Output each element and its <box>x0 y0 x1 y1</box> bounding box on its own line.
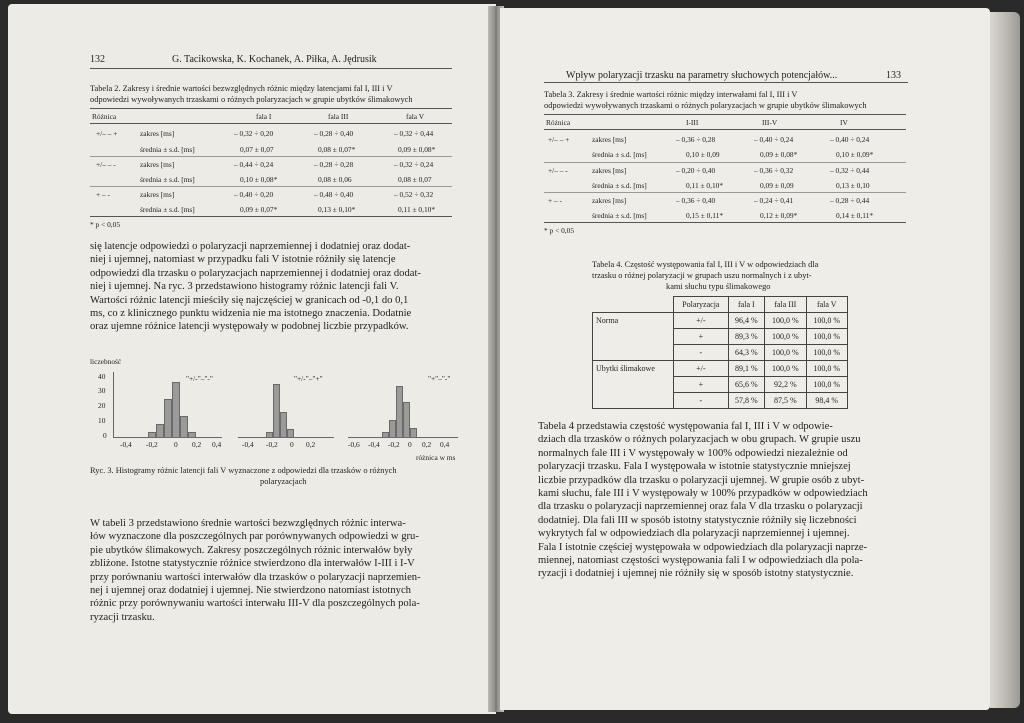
table4-row: - 64,3 % 100,0 % 100,0 % <box>593 345 848 361</box>
panel-label-b: "+/-"–"+" <box>294 374 323 383</box>
hist-bar <box>273 384 280 438</box>
table4-header-row: Polaryzacja fala I fala III fala V <box>593 297 848 313</box>
paragraph-1: się latencje odpowiedzi o polaryzacji naprzemiennej i dodatniej oraz dodat- niej i ujemnej, natomiast w przypadku fali V istotnie różniły się latencje odpowiedzi dla trzasku o polaryzacjach naprzemiennej i dodatniej oraz dodat- niej i ujemnej. Na ryc. 3 przedstawiono histogramy różnic latencji fali V. Wartości różnic latencji mieściły się najczęściej w granicach od -0,1 do 0,1 ms, co z klinicznego punktu widzenia nie ma istotnego znaczenia. Dodatnie oraz ujemne różnice latencji występowały w podobnej liczbie przypadków. <box>90 241 421 333</box>
ytick: 30 <box>98 386 106 395</box>
table4-row: + 65,6 % 92,2 % 100,0 % <box>593 377 848 393</box>
figure-caption-2: polaryzacjach <box>260 477 307 486</box>
page-number-left: 132 <box>90 54 105 65</box>
ytick: 20 <box>98 401 106 410</box>
hist-bar <box>382 432 389 438</box>
header-rule <box>544 82 908 83</box>
hist-bar <box>280 412 287 438</box>
header-rule <box>90 68 452 69</box>
hist-bar <box>287 429 294 438</box>
table2-caption: Tabela 2. Zakresy i średnie wartości bezwzględnych różnic między latencjami fal I, III i V <box>90 84 393 93</box>
panel-label-a: "+/-"–"-" <box>186 374 213 383</box>
running-head-right: Wpływ polaryzacji trzasku na parametry słuchowych potencjałów... <box>566 70 838 81</box>
table4-row: Norma +/- 96,4 % 100,0 % 100,0 % <box>593 313 848 329</box>
panel-label-c: "+"–"-" <box>428 374 451 383</box>
table2-caption-2: odpowiedzi wywoływanych trzaskami o różnych polaryzacjach w grupie ubytków ślimakowych <box>90 95 413 104</box>
table4-caption: Tabela 4. Częstość występowania fal I, III i V w odpowiedziach dla <box>592 260 819 269</box>
paragraph-right: Tabela 4 przedstawia częstość występowania fal I, III i V w odpowie- dziach dla trzasków o różnych polaryzacjach w obu grupach. W grupie uszu normalnych fale III i V występowały w 100% odpowiedzi niezależnie od polaryzacji trzasku. Fala I występowała w istotnie statystycznie mniejszej liczbie przypadków dla trzasku o polaryzacji ujemnej. W grupie osób z ubyt- kami słuchu, fale III i V występowały w 100% przypadków w odpowiedziach dla trzasku o polaryzacji naprzemiennej oraz fala V dla trzasku o polaryzacji dodatniej. Dla fali III w sposób istotny statystycznie różniły się liczebności wykrytych fal w odpowiedziach dla polaryzacji naprzemiennej i ujemnej. Fala I istotnie częściej występowała w odpowiedziach dla polaryzacji naprze- miennej, natomiast częstości występowania fali I w odpowiedziach dla pola- ryzacji i dodatniej i ujemnej nie różniły się w sposób istotny statystycznie. <box>538 421 868 580</box>
left-page: 132 G. Tacikowska, K. Kochanek, A. Piłka, A. Jędrusik Tabela 2. Zakresy i średnie wartości bezwzględnych różnic między latencjami fal I, III i V odpowiedzi wywoływanych trzaskami o różnych polaryzacjach w grupie ubytków ślimakowych Różnica fala I fala III fala V +/– – + zakres [ms] – 0,32 ÷ 0,20 – 0,28 ÷ 0,40 – 0,32 ÷ 0,44 średnia ± s.d. [ms] 0,07 ± 0,07 0,08 ± 0,07* 0,09 ± 0,08* +/– – - zakres [ms] – 0,44 ÷ 0,24 – 0,28 ÷ 0,28 – 0,32 ÷ 0,24 średnia ± s.d. [ms] 0,10 ± 0,08* 0,08 ± 0,06 0,08 ± 0,07 + – - zakres [ms] – 0,40 ÷ 0,20 – 0,48 ÷ 0,40 – 0,52 ÷ 0,32 średnia ± s.d. [ms] 0,09 ± 0,07* 0,13 ± 0,10* 0,11 ± 0,10* * p < 0,05 się latencje odpowiedzi o polaryzacji naprzemiennej i dodatniej oraz dodat- niej i ujemnej, natomiast w przypadku fali V istotnie różniły się latencje odpowiedzi dla trzasku o polaryzacjach naprzemiennej i dodatniej oraz dodat- niej i ujemnej. Na ryc. 3 przedstawiono histogramy różnic latencji fali V. Wartości różnic latencji mieściły się najczęściej w granicach od -0,1 do 0,1 ms, co z klinicznego punktu widzenia nie ma istotnego znaczenia. Dodatnie oraz ujemne różnice latencji występowały w podobnej liczbie przypadków. liczebność 40 30 20 10 0 "+/-"–"-" -0,4 -0,2 0 0,2 0,4 "+/-"–"+" -0,4 -0,2 0 0,2 "+"–"-" -0,6 -0,4 -0,2 0 0,2 0,4 różnica w ms Ryc. 3. Histogramy różnic latencji fali V wyznaczone z odpowiedzi dla trzasków o różnych polaryzacjach W tabeli 3 przedstawiono średnie wartości bezwzględnych różnic interwa- łów wyznaczone dla poszczególnych par porównywanych odpowiedzi w gru- pie ubytków ślimakowych. Zakresy poszczególnych różnic interwałów były zbliżone. Istotne statystycznie różnice stwierdzono dla interwałów I-III i I-V przy porównaniu wartości interwałów dla trzasków o polaryzacji naprzemien- nej i ujemnej oraz dodatniej i ujemnej. Nie stwierdzono natomiast istotnych różnic przy porównywaniu wartości interwału III-V dla poszczególnych pola- ryzacji trzasku. <box>8 4 496 714</box>
hist-bar <box>156 424 164 438</box>
hist-bar <box>389 420 396 438</box>
right-page: Wpływ polaryzacji trzasku na parametry słuchowych potencjałów... 133 Tabela 3. Zakresy i średnie wartości różnic między interwałami fal I, III i V odpowiedzi wywoływanych trzaskami o różnych polaryzacjach w grupie ubytków ślimakowych Różnica I-III III-V IV +/– – + zakres [ms] – 0,36 ÷ 0,28 – 0,40 ÷ 0,24 – 0,40 ÷ 0,24 średnia ± s.d. [ms] 0,10 ± 0,09 0,09 ± 0,08* 0,10 ± 0,09* +/– – - zakres [ms] – 0,20 ÷ 0,40 – 0,36 ÷ 0,32 – 0,32 ÷ 0,44 średnia ± s.d. [ms] 0,11 ± 0,10* 0,09 ± 0,09 0,13 ± 0,10 + – - zakres [ms] – 0,36 ÷ 0,40 – 0,24 ÷ 0,41 – 0,28 ÷ 0,44 średnia ± s.d. [ms] 0,15 ± 0,11* 0,12 ± 0,09* 0,14 ± 0,11* * p < 0,05 Tabela 4. Częstość występowania fal I, III i V w odpowiedziach dla trzasku o różnej polaryzacji w grupach uszu normalnych i z ubyt- kami słuchu typu ślimakowego Polaryzacja fala I fala III fala V Norma +/- 96,4 % 100,0 % 100,0 % + 89,3 % 100,0 % 100,0 % - 64,3 % 100,0 % 100,0 % Ubytki ślimakowe +/- 89,1 % 100,0 % 100,0 % + 65,6 % 92,2 % 100,0 % - 57,8 % 87,5 % 98,4 % Tabela 4 przedstawia częstość występowania fal I, III i V w odpowie- dziach dla trzasków o różnych polaryzacjach w obu grupach. W grupie uszu normalnych fale III i V występowały w 100% odpowiedzi niezależnie od polaryzacji trzasku. Fala I występowała w istotnie statystycznie mniejszej liczbie przypadków dla trzasku o polaryzacji ujemnej. W grupie osób z ubyt- kami słuchu, fale III i V występowały w 100% przypadków w odpowiedziach dla trzasku o polaryzacji naprzemiennej oraz fala V dla trzasku o polaryzacji dodatniej. Dla fali III w sposób istotny statystycznie różniły się liczebności wykrytych fal w odpowiedziach dla polaryzacji naprzemiennej i ujemnej. Fala I istotnie częściej występowała w odpowiedziach dla polaryzacji naprze- miennej, natomiast częstości występowania fali I w odpowiedziach dla pola- ryzacji i dodatniej i ujemnej nie różniły się w sposób istotny statystycznie. <box>500 8 990 710</box>
table4-row: Ubytki ślimakowe +/- 89,1 % 100,0 % 100,0 % <box>593 361 848 377</box>
table4-row: - 57,8 % 87,5 % 98,4 % <box>593 393 848 409</box>
ytick: 0 <box>103 431 107 440</box>
figure-ylabel: liczebność <box>90 357 122 366</box>
figure-xlabel: różnica w ms <box>416 453 456 462</box>
table4-caption-2: trzasku o różnej polaryzacji w grupach uszu normalnych i z ubyt- <box>592 271 812 280</box>
hist-bar <box>396 386 403 438</box>
page-number-right: 133 <box>886 70 901 81</box>
paragraph-2: W tabeli 3 przedstawiono średnie wartości bezwzględnych różnic interwa- łów wyznaczone dla poszczególnych par porównywanych odpowiedzi w gru- pie ubytków ślimakowych. Zakresy poszczególnych różnic interwałów były zbliżone. Istotne statystycznie różnice stwierdzono dla interwałów I-III i I-V przy porównaniu wartości interwałów dla trzasków o polaryzacji naprzemien- nej i ujemnej oraz dodatniej i ujemnej. Nie stwierdzono natomiast istotnych różnic przy porównywaniu wartości interwału III-V dla poszczególnych pola- ryzacji trzasku. <box>90 518 421 623</box>
table4-row: + 89,3 % 100,0 % 100,0 % <box>593 329 848 345</box>
table3-footnote: * p < 0,05 <box>544 226 575 235</box>
ytick: 40 <box>98 372 106 381</box>
hist-bar <box>180 416 188 438</box>
hist-bar <box>188 432 196 438</box>
hist-bar <box>403 402 410 438</box>
hist-bar <box>266 432 273 438</box>
table3-caption: Tabela 3. Zakresy i średnie wartości różnic między interwałami fal I, III i V <box>544 90 798 99</box>
table4-caption-3: kami słuchu typu ślimakowego <box>666 282 771 291</box>
hist-bar <box>410 428 417 438</box>
running-head-left: G. Tacikowska, K. Kochanek, A. Piłka, A. Jędrusik <box>172 54 377 65</box>
hist-bar <box>172 382 180 438</box>
figure-caption: Ryc. 3. Histogramy różnic latencji fali V wyznaczone z odpowiedzi dla trzasków o różnych <box>90 466 397 475</box>
hist-bar <box>148 432 156 438</box>
y-axis <box>113 372 114 438</box>
book-edge <box>990 12 1020 708</box>
hist-bar <box>164 399 172 438</box>
table3-caption-2: odpowiedzi wywoływanych trzaskami o różnych polaryzacjach w grupie ubytków ślimakowych <box>544 101 867 110</box>
table2-footnote: * p < 0,05 <box>90 220 121 229</box>
ytick: 10 <box>98 416 106 425</box>
table4 <box>592 296 848 409</box>
